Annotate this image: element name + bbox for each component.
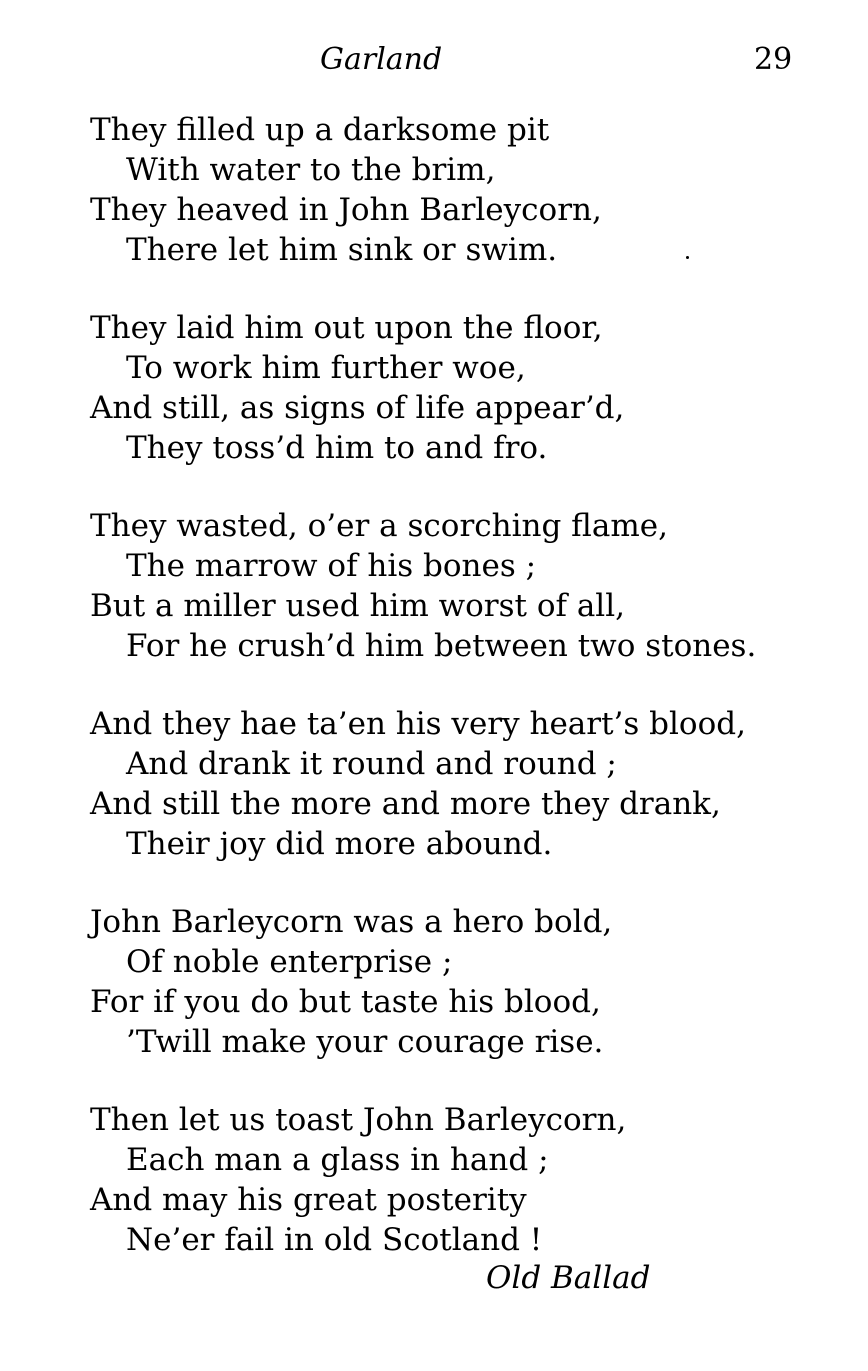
poem-line: They filled up a darksome pit (90, 112, 550, 148)
poem-line: And drank it round and round ; (126, 746, 617, 782)
poem-line: ’Twill make your courage rise. (126, 1024, 604, 1060)
poem-line: Of noble enterprise ; (126, 944, 453, 980)
page-number: 29 (754, 42, 793, 77)
poem-line: And may his great posterity (90, 1182, 527, 1218)
poem-line: They laid him out upon the floor, (90, 310, 603, 346)
attribution: Old Ballad (486, 1260, 651, 1296)
poem-line: And still, as signs of life appear’d, (90, 390, 625, 426)
poem-body (90, 110, 790, 1298)
running-title: Garland (320, 42, 443, 77)
poem-line: For if you do but taste his blood, (90, 984, 601, 1020)
poem-line: They heaved in John Barleycorn, (90, 192, 602, 228)
poem-line: And still the more and more they drank, (90, 786, 721, 822)
poem-line: Ne’er fail in old Scotland ! (126, 1222, 543, 1258)
poem-line: But a miller used him worst of all, (90, 588, 625, 624)
poem-line: To work him further woe, (126, 350, 526, 386)
print-speck (686, 256, 689, 259)
poem-line: Each man a glass in hand ; (126, 1142, 549, 1178)
stanza (90, 704, 790, 864)
poem-line: There let him sink or swim. (126, 232, 558, 268)
poem-line: They toss’d him to and fro. (126, 430, 548, 466)
poem-line: They wasted, o’er a scorching flame, (90, 508, 668, 544)
poem-line: Then let us toast John Barleycorn, (90, 1102, 627, 1138)
poem-line: With water to the brim, (126, 152, 496, 188)
poem-line: John Barleycorn was a hero bold, (90, 904, 613, 940)
stanza (90, 506, 790, 666)
poem-line: The marrow of his bones ; (126, 548, 537, 584)
poem-line: And they hae ta’en his very heart’s blood, (90, 706, 746, 742)
stanza (90, 902, 790, 1062)
stanza (90, 110, 790, 270)
poem-line: Their joy did more abound. (126, 826, 553, 862)
stanza (90, 308, 790, 468)
poem-line: For he crush’d him between two stones. (126, 628, 757, 664)
stanza (90, 1100, 790, 1260)
